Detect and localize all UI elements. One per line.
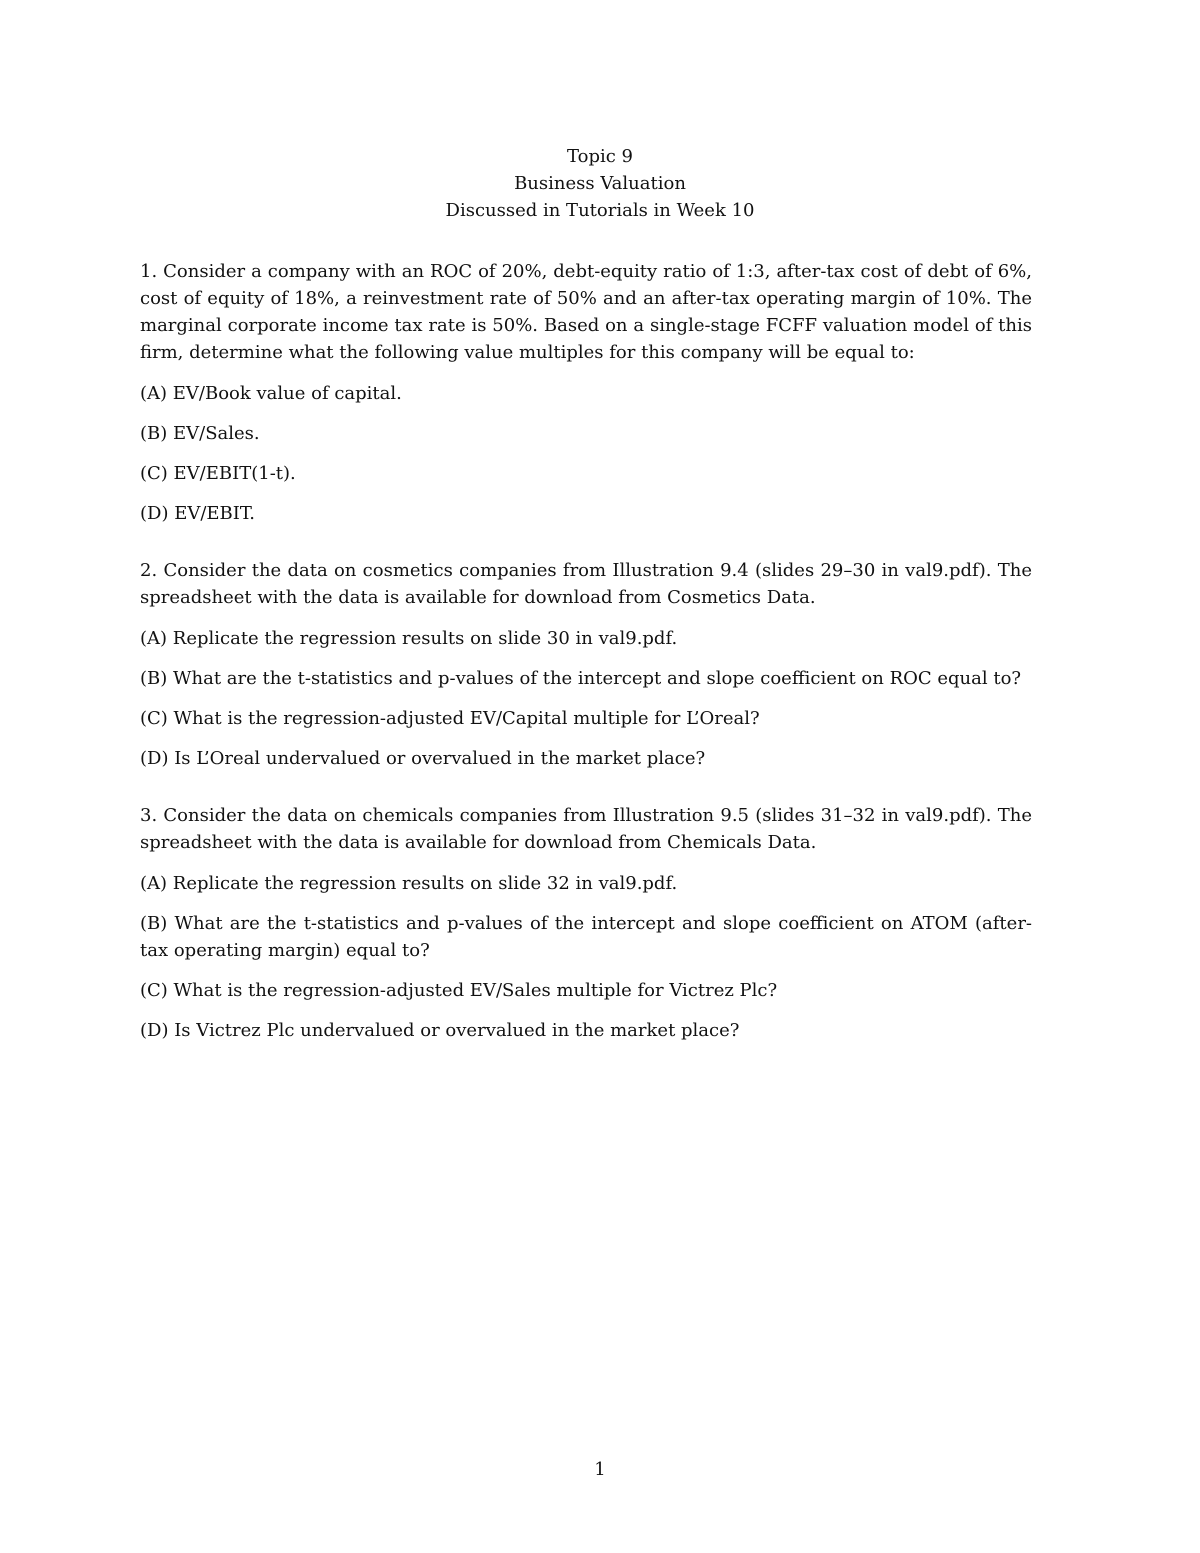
question-part: (B) What are the t-statistics and p-values of the intercept and slope coefficient on ROC equal to? — [140, 668, 1022, 689]
document-header — [0, 143, 1200, 224]
question-part: (D) Is L’Oreal undervalued or overvalued in the market place? — [140, 748, 706, 769]
question-part: (A) EV/Book value of capital. — [140, 383, 402, 404]
question-1 — [140, 258, 1032, 527]
course-title: Business Valuation — [514, 173, 686, 194]
document-body — [140, 258, 1032, 1057]
topic-title: Topic 9 — [567, 146, 633, 167]
question-3 — [140, 802, 1032, 1044]
question-part: (C) EV/EBIT(1-t). — [140, 463, 296, 484]
question-part: (A) Replicate the regression results on slide 30 in val9.pdf. — [140, 628, 678, 649]
question-intro: 3. Consider the data on chemicals companies from Illustration 9.5 (slides 31–32 in val9.pdf). The spreadsheet with the data is available for download from Chemicals Data. — [140, 805, 1032, 853]
question-part: (D) Is Victrez Plc undervalued or overvalued in the market place? — [140, 1020, 740, 1041]
question-part: (A) Replicate the regression results on slide 32 in val9.pdf. — [140, 873, 678, 894]
page-number: 1 — [594, 1459, 606, 1480]
question-intro: 2. Consider the data on cosmetics companies from Illustration 9.4 (slides 29–30 in val9.pdf). The spreadsheet with the data is available for download from Cosmetics Data. — [140, 560, 1032, 608]
question-part: (C) What is the regression-adjusted EV/Sales multiple for Victrez Plc? — [140, 980, 778, 1001]
question-2 — [140, 557, 1032, 772]
question-part: (B) What are the t-statistics and p-values of the intercept and slope coefficient on ATOM (after-tax operating margin) equal to? — [140, 913, 1032, 961]
question-part: (D) EV/EBIT. — [140, 503, 255, 524]
tutorial-note: Discussed in Tutorials in Week 10 — [445, 200, 755, 221]
question-part: (B) EV/Sales. — [140, 423, 260, 444]
question-intro: 1. Consider a company with an ROC of 20%, debt-equity ratio of 1:3, after-tax cost of debt of 6%, cost of equity of 18%, a reinvestment rate of 50% and an after-tax operating margin of 10%. The marginal corporate income tax rate is 50%. Based on a single-stage FCFF valuation model of this firm, determine what the following value multiples for this company will be equal to: — [140, 261, 1032, 363]
question-part: (C) What is the regression-adjusted EV/Capital multiple for L’Oreal? — [140, 708, 760, 729]
